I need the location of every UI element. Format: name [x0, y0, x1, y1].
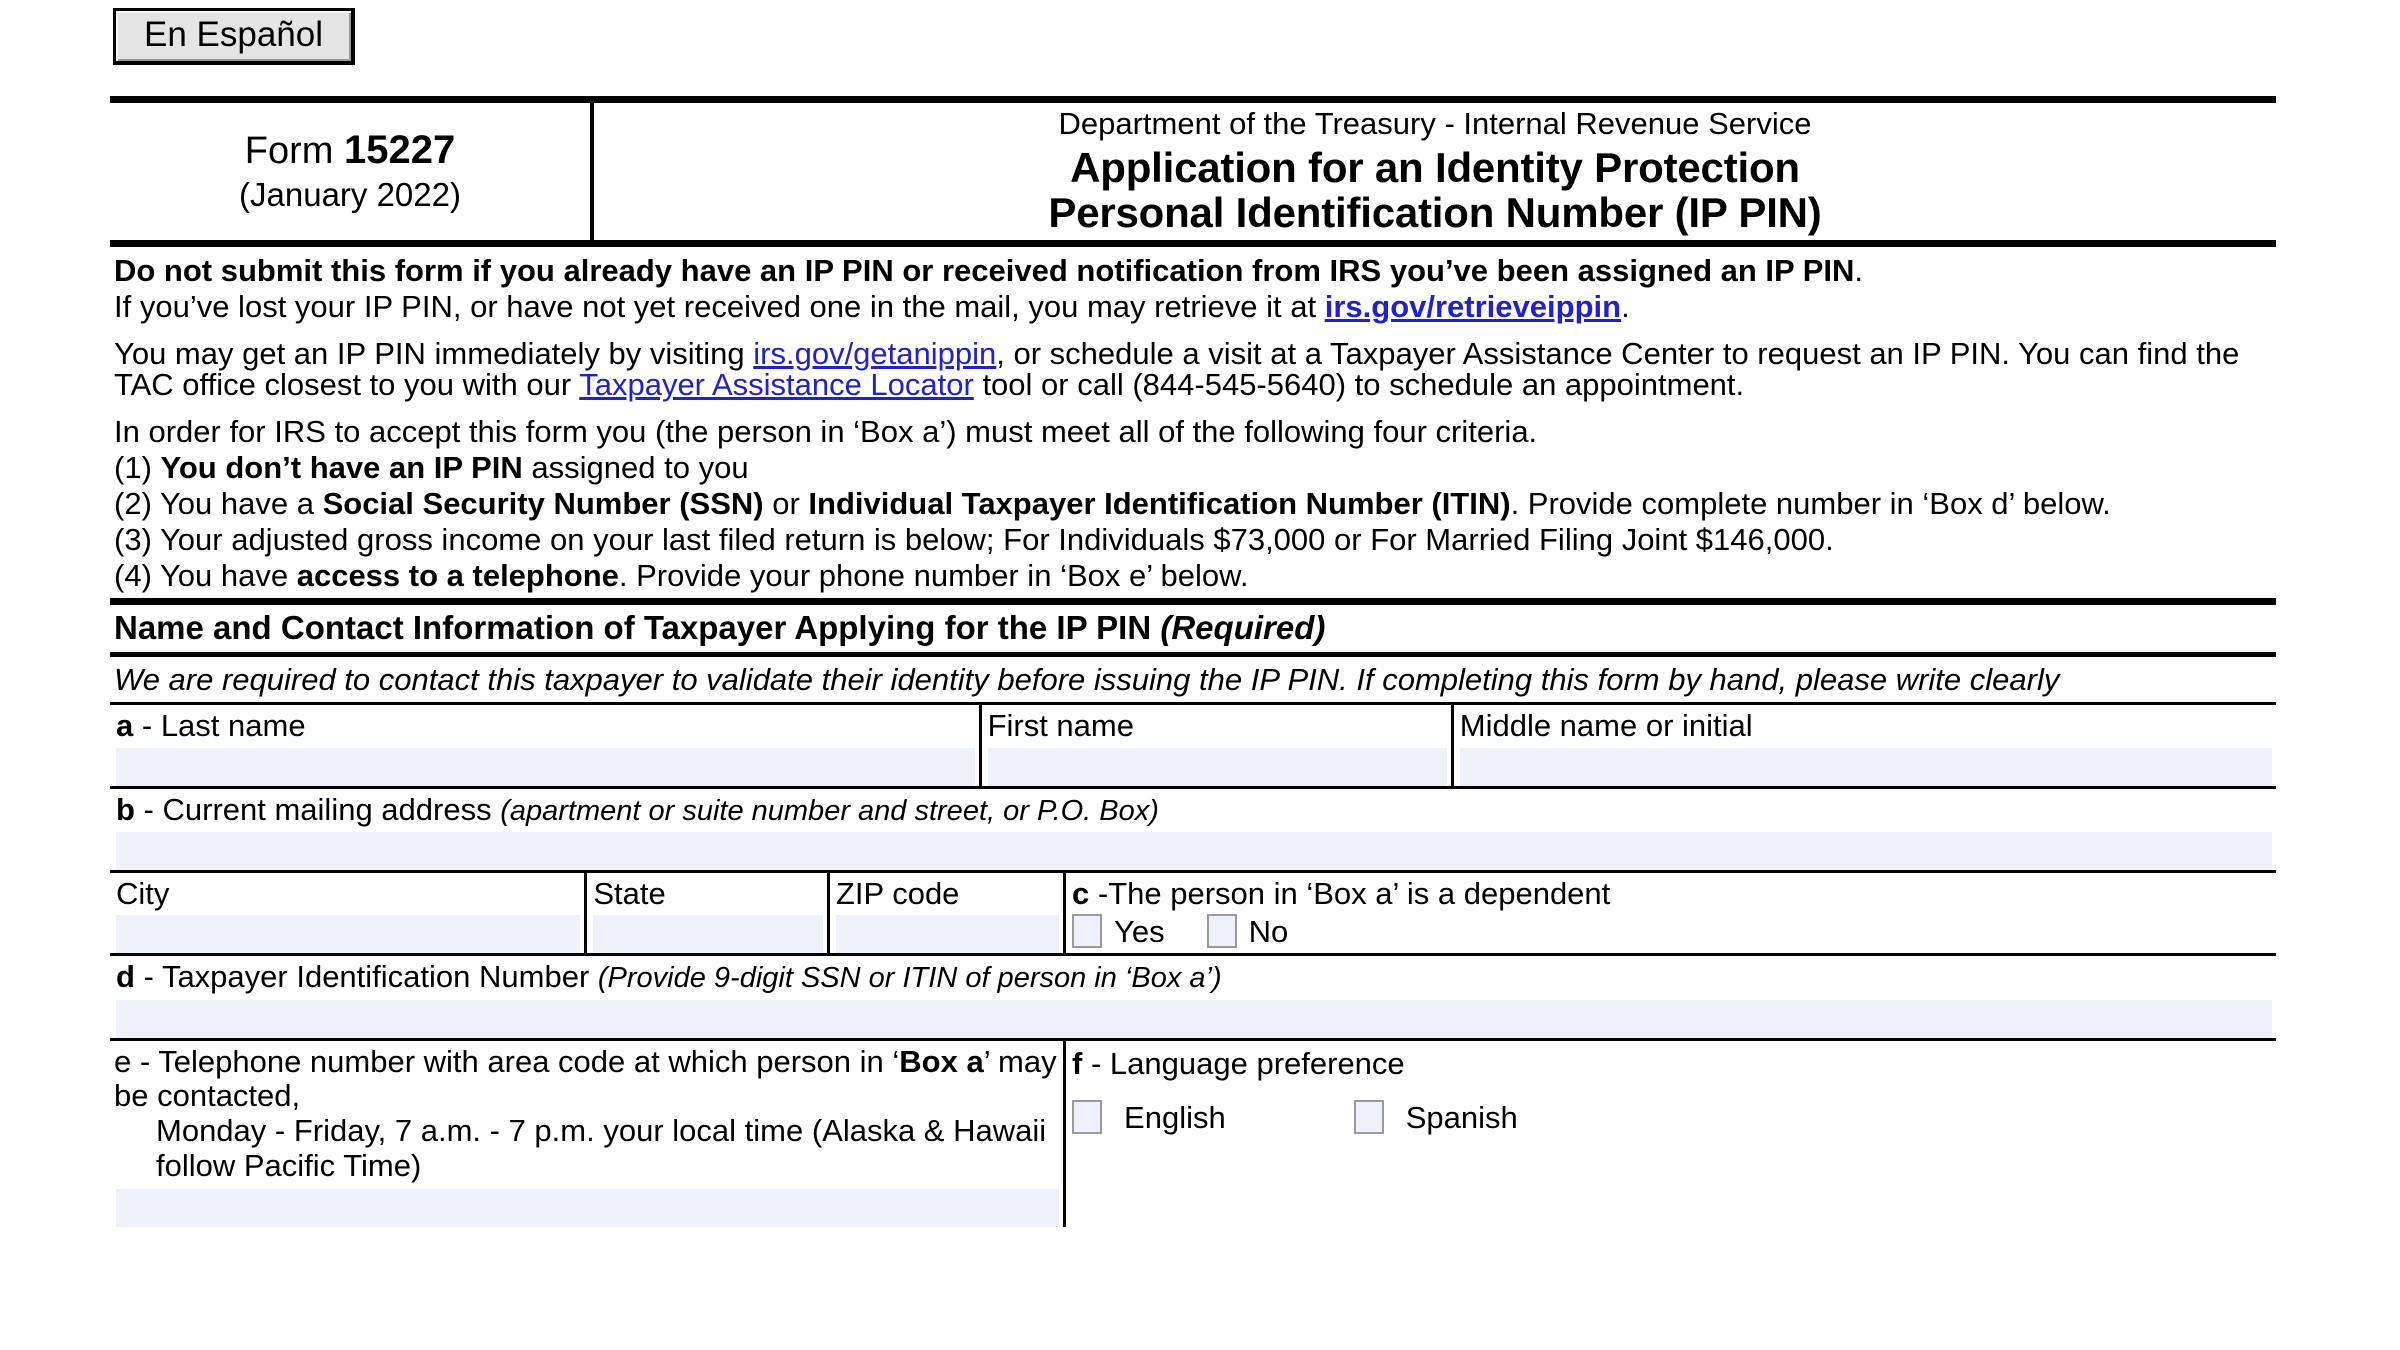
instruction-lost-pin	[114, 289, 2276, 325]
state-cell	[584, 873, 827, 953]
language-spanish-label: Spanish	[1405, 1099, 1518, 1135]
tin-label	[114, 960, 2276, 994]
dependent-cell	[1063, 873, 2276, 953]
language-cell	[1063, 1041, 2276, 1227]
telephone-label-line2-hint: (Alaska & Hawaii follow Pacific Time)	[156, 1113, 1047, 1183]
department-label: Department of the Treasury - Internal Revenue Service	[1058, 105, 1812, 141]
dependent-no-label: No	[1248, 913, 1289, 949]
section-top-rule	[110, 598, 2276, 605]
form-title	[1048, 146, 1821, 236]
form-title-line2: Personal Identification Number (IP PIN)	[1048, 189, 1822, 237]
address-row	[110, 789, 2276, 870]
retrieveippin-link[interactable]: irs.gov/retrieveippin	[1324, 289, 1622, 324]
instruction-spacer-1	[114, 325, 2276, 336]
mailing-address-cell	[110, 789, 2276, 870]
dependent-no-checkbox[interactable]	[1207, 914, 1237, 948]
getanippin-link[interactable]: irs.gov/getanippin	[753, 336, 997, 371]
instruction-warning	[114, 253, 2276, 289]
form-word: Form	[244, 130, 334, 173]
dependent-checkbox-group	[1070, 914, 2276, 948]
box-letter-e: e	[114, 1043, 132, 1079]
instruction-get-mid: , or schedule a visit at a Taxpayer Assistance Center to request an IP PIN. You can find the TAC office closest to you with our	[114, 336, 2240, 402]
language-english-item[interactable]	[1072, 1100, 1226, 1134]
instruction-warning-tail: .	[1854, 253, 1864, 288]
language-checkbox-group	[1070, 1100, 2276, 1134]
middle-name-cell	[1451, 705, 2276, 785]
form-title-line1: Application for an Identity Protection	[1070, 144, 1800, 192]
criteria-4-rest: . Provide your phone number in ‘Box e’ below.	[618, 558, 1249, 593]
dependent-yes-checkbox[interactable]	[1072, 914, 1102, 948]
section-note: We are required to contact this taxpayer to validate their identity before issuing the IP PIN. If completing this form by hand, please write clearly	[114, 661, 2060, 697]
criteria-2-mid: or	[763, 486, 809, 521]
zip-label: ZIP code	[835, 875, 960, 911]
box-d-dash: -	[134, 959, 162, 995]
instruction-spacer-2	[114, 403, 2276, 414]
criteria-2-bold-ssn: Social Security Number (SSN)	[322, 486, 764, 521]
telephone-cell	[110, 1041, 1063, 1227]
state-label: State	[593, 875, 666, 911]
instruction-get-pin	[114, 336, 2276, 403]
form-number-line	[245, 128, 455, 173]
box-letter-c: c	[1072, 875, 1090, 911]
criteria-4-pre: You have	[159, 558, 297, 593]
language-english-label: English	[1124, 1099, 1226, 1135]
form-header	[110, 103, 2276, 240]
mailing-address-label-text: Current mailing address	[162, 791, 501, 827]
name-row	[110, 705, 2276, 785]
section-heading-text: Name and Contact Information of Taxpayer Applying for the IP PIN	[114, 609, 1161, 646]
phone-language-row	[110, 1041, 2276, 1227]
instruction-get-pre: You may get an IP PIN immediately by visiting	[114, 336, 754, 371]
en-espanol-button[interactable]: En Español	[113, 8, 355, 65]
language-spanish-item[interactable]	[1354, 1100, 1518, 1134]
tin-cell	[110, 956, 2276, 1037]
criteria-4-bold: access to a telephone	[296, 558, 619, 593]
last-name-label	[114, 709, 979, 742]
box-e-dash: -	[131, 1043, 159, 1079]
first-name-cell	[979, 705, 1451, 785]
instructions-block	[110, 247, 2276, 598]
form-revision-date: (January 2022)	[239, 176, 461, 214]
dependent-yes-item[interactable]	[1072, 914, 1165, 948]
box-letter-d: d	[116, 959, 135, 995]
criteria-1-num: (1)	[114, 450, 161, 485]
dependent-label-text: The person in ‘Box a’ is a dependent	[1108, 875, 1611, 911]
criteria-1-rest: assigned to you	[522, 450, 749, 485]
last-name-cell	[110, 705, 979, 785]
criteria-3-num: (3)	[114, 522, 160, 557]
box-b-dash: -	[134, 791, 163, 827]
instruction-get-tail: tool or call (844-545-5640) to schedule an appointment.	[973, 367, 1745, 402]
city-input[interactable]	[116, 915, 580, 953]
box-letter-f: f	[1072, 1045, 1083, 1081]
instruction-lost-tail: .	[1621, 289, 1630, 324]
criteria-item-1	[114, 450, 2276, 486]
criteria-2-bold-itin: Individual Taxpayer Identification Number (ITIN)	[808, 486, 1511, 521]
section-heading	[110, 605, 2276, 652]
mailing-address-hint: (apartment or suite number and street, or P.O. Box)	[500, 794, 1159, 827]
taxpayer-assistance-locator-link[interactable]: Taxpayer Assistance Locator	[579, 367, 974, 402]
telephone-label-line1-pre: Telephone number with area code at which person in ‘	[158, 1043, 900, 1079]
middle-name-label: Middle name or initial	[1459, 708, 1753, 744]
criteria-1-bold: You don’t have an IP PIN	[160, 450, 523, 485]
criteria-item-2	[114, 486, 2276, 522]
mailing-address-label	[114, 793, 2276, 827]
instruction-lost-pre: If you’ve lost your IP PIN, or have not yet received one in the mail, you may retrieve it at	[114, 289, 1325, 324]
criteria-2-pre: You have a	[159, 486, 323, 521]
language-spanish-checkbox[interactable]	[1354, 1100, 1384, 1134]
dependent-yes-label: Yes	[1114, 913, 1165, 949]
language-english-checkbox[interactable]	[1072, 1100, 1102, 1134]
criteria-3-text: Your adjusted gross income on your last filed return is below; For Individuals $73,000 or For Married Filing Joint $146,000.	[159, 522, 1834, 557]
form-title-block	[594, 103, 2276, 240]
telephone-label-line1-post: ’ may be contacted,	[114, 1043, 1057, 1114]
instruction-warning-bold: Do not submit this form if you already have an IP PIN or received notification from IRS you’ve been assigned an IP PIN	[114, 253, 1855, 288]
section-heading-required: (Required)	[1160, 609, 1326, 646]
language-label	[1070, 1047, 2276, 1080]
telephone-label-line2-text: Monday - Friday, 7 a.m. - 7 p.m. your local time	[156, 1113, 812, 1149]
tin-hint: (Provide 9-digit SSN or ITIN of person in ‘Box a’)	[597, 962, 1222, 995]
middle-name-input[interactable]	[1460, 748, 2272, 786]
criteria-2-num: (2)	[114, 486, 160, 521]
mailing-address-input[interactable]	[116, 832, 2272, 870]
dependent-no-item[interactable]	[1207, 914, 1289, 948]
tin-row	[110, 956, 2276, 1037]
box-f-dash: -	[1082, 1045, 1110, 1081]
criteria-2-rest: . Provide complete number in ‘Box d’ below.	[1510, 486, 2111, 521]
box-letter-b: b	[116, 791, 135, 827]
last-name-input[interactable]	[116, 748, 975, 786]
language-label-text: Language preference	[1109, 1045, 1405, 1081]
first-name-input[interactable]	[988, 748, 1447, 786]
irs-form-15227	[110, 96, 2276, 1227]
form-number-block	[110, 103, 594, 240]
criteria-item-3	[114, 522, 2276, 558]
state-input[interactable]	[593, 915, 823, 953]
dependent-label	[1070, 877, 2276, 910]
box-letter-a: a	[116, 708, 134, 744]
form-number: 15227	[343, 128, 456, 173]
tin-input[interactable]	[116, 1000, 2272, 1038]
telephone-label-line2	[114, 1114, 1063, 1183]
first-name-label: First name	[987, 708, 1134, 744]
top-rule	[110, 96, 2276, 103]
criteria-lead: In order for IRS to accept this form you (the person in ‘Box a’) must meet all of the following four criteria.	[114, 414, 1538, 449]
criteria-item-4	[114, 558, 2276, 594]
city-cell	[110, 873, 584, 953]
box-c-dash: -	[1089, 875, 1109, 911]
zip-cell	[827, 873, 1063, 953]
header-bottom-rule	[110, 240, 2276, 247]
city-state-zip-row	[110, 873, 2276, 953]
last-name-label-text: Last name	[160, 708, 306, 744]
box-a-dash: -	[133, 708, 161, 744]
city-label: City	[116, 875, 170, 911]
telephone-input[interactable]	[116, 1189, 1059, 1227]
tin-label-text: Taxpayer Identification Number	[161, 959, 598, 995]
telephone-label	[114, 1045, 1063, 1184]
zip-input[interactable]	[836, 915, 1059, 953]
en-espanol-container	[113, 8, 355, 65]
criteria-4-num: (4)	[114, 558, 160, 593]
telephone-label-boxa: Box a	[899, 1043, 984, 1079]
